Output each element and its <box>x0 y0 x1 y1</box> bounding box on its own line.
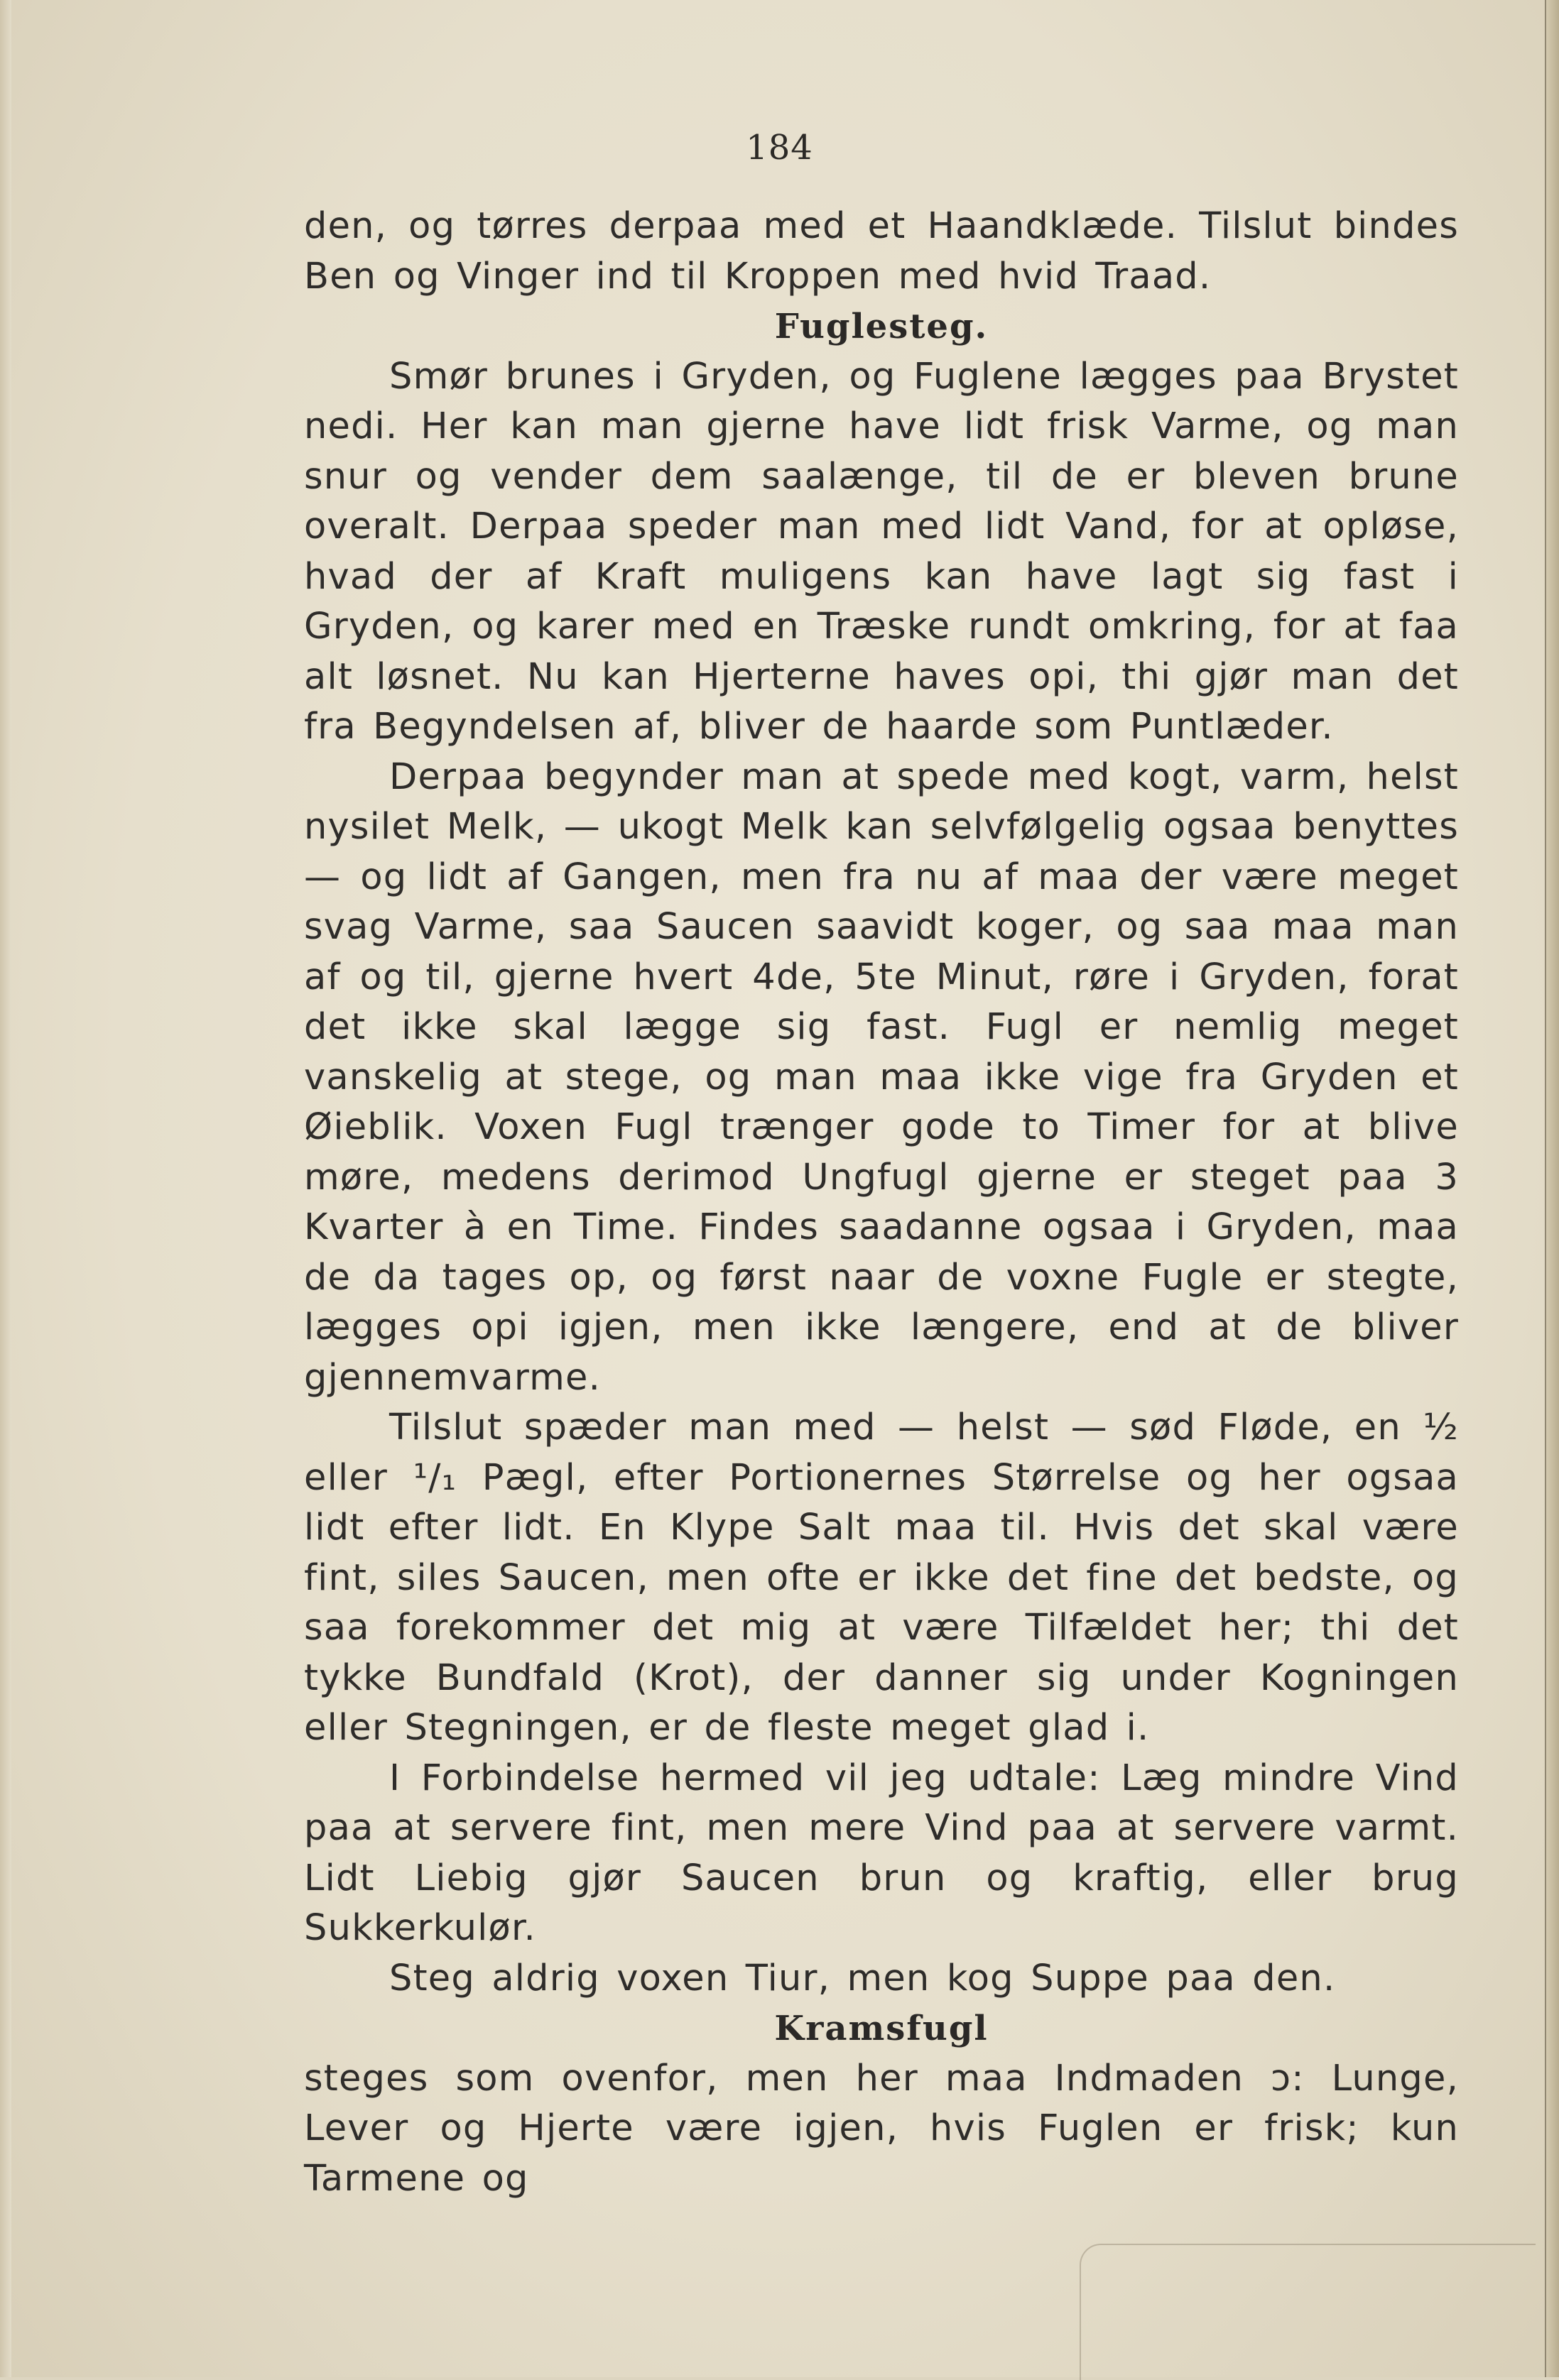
paragraph: Tilslut spæder man med — helst — sød Fløde, en ½ eller ¹/₁ Pægl, efter Portionernes Størrelse og her ogsaa lidt efter lidt. En Klype Salt maa til. Hvis det skal være fint, siles Saucen, men ofte er ikke det fine det bedste, og saa forekommer det mig at være Tilfældet her; thi det tykke Bundfald (Krot), der danner sig under Kogningen eller Stegningen, er de fleste meget glad i. <box>304 1407 1459 1749</box>
page-left-edge <box>0 0 11 2377</box>
page-right-edge <box>1545 0 1559 2377</box>
page-number: 184 <box>746 128 813 168</box>
paragraph: Steg aldrig voxen Tiur, men kog Suppe paa den. <box>389 1957 1336 1999</box>
continued-paragraph: den, og tørres derpaa med et Haandklæde. Tilslut bindes Ben og Vinger ind til Kroppen med hvid Traad. <box>304 205 1459 298</box>
paragraph: I Forbindelse hermed vil jeg udtale: Læg mindre Vind paa at servere fint, men mere Vind paa at servere varmt. Lidt Liebig gjør Saucen brun og kraftig, eller brug Sukkerkulør. <box>304 1757 1459 1949</box>
page-body <box>304 202 1459 2204</box>
section-heading-kramsfugl: Kramsfugl <box>774 2009 989 2048</box>
section-heading-fuglesteg: Fuglesteg. <box>774 307 989 346</box>
paragraph: steges som ovenfor, men her maa Indmaden ɔ: Lunge, Lever og Hjerte være igjen, hvis Fuglen er frisk; kun Tarmene og <box>304 2057 1459 2200</box>
paragraph: Derpaa begynder man at spede med kogt, varm, helst nysilet Melk, — ukogt Melk kan selvfølgelig ogsaa benyttes — og lidt af Gangen, men fra nu af maa der være meget svag Varme, saa Saucen saavidt koger, og saa maa man af og til, gjerne hvert 4de, 5te Minut, røre i Gryden, forat det ikke skal lægge sig fast. Fugl er nemlig meget vanskelig at stege, og man maa ikke vige fra Gryden et Øieblik. Voxen Fugl trænger gode to Timer for at blive møre, medens derimod Ungfugl gjerne er steget paa 3 Kvarter à en Time. Findes saadanne ogsaa i Gryden, maa de da tages op, og først naar de voxne Fugle er stegte, lægges opi igjen, men ikke længere, end at de bliver gjennemvarme. <box>304 755 1459 1399</box>
paragraph: Smør brunes i Gryden, og Fuglene lægges paa Brystet nedi. Her kan man gjerne have lidt frisk Varme, og man snur og vender dem saalænge, til de er bleven brune overalt. Derpaa speder man med lidt Vand, for at opløse, hvad der af Kraft muligens kan have lagt sig fast i Gryden, og karer med en Træske rundt omkring, for at faa alt løsnet. Nu kan Hjerterne haves opi, thi gjør man det fra Begyndelsen af, bliver de haarde som Puntlæder. <box>304 355 1459 748</box>
paper-stain-mark <box>1080 2244 1536 2380</box>
